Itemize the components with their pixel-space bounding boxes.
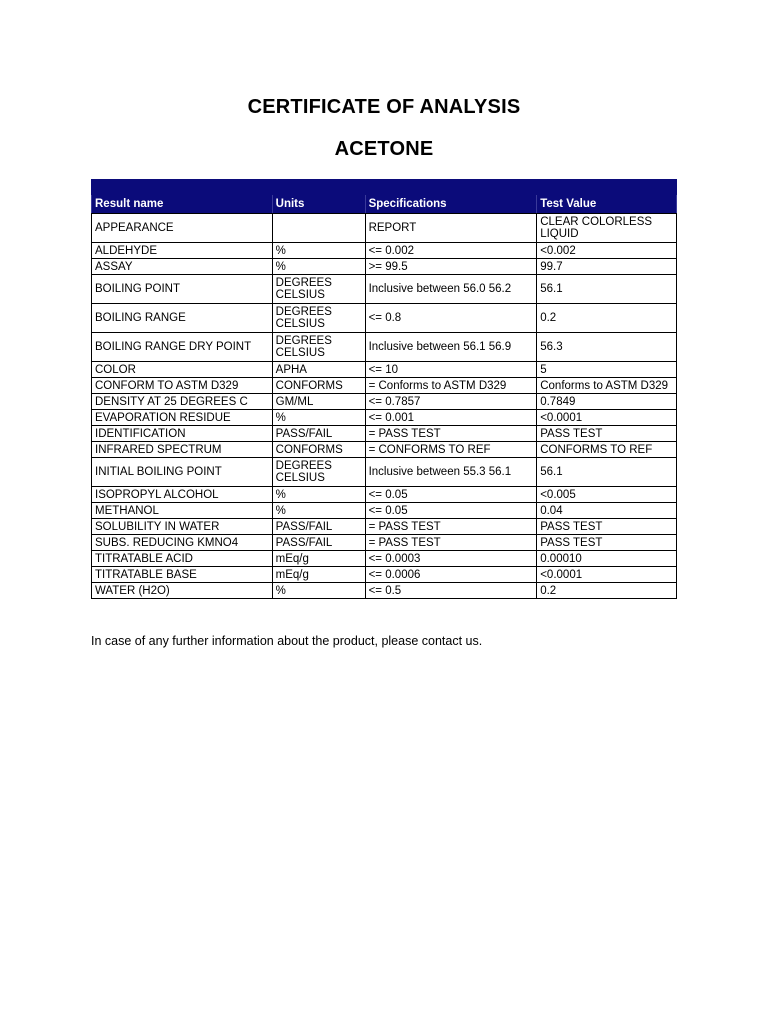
specification-cell: >= 99.5 [365,259,537,275]
result-name-cell: SUBS. REDUCING KMNO4 [92,535,273,551]
result-name-cell: INITIAL BOILING POINT [92,458,273,487]
test-value-cell: PASS TEST [537,519,677,535]
table-body [92,214,677,599]
result-name-cell: ASSAY [92,259,273,275]
units-cell: % [272,259,365,275]
specification-cell: <= 0.0003 [365,551,537,567]
table-row [92,519,677,535]
units-cell: CONFORMS [272,378,365,394]
result-name-cell: COLOR [92,362,273,378]
specification-cell: <= 0.5 [365,583,537,599]
table-row [92,487,677,503]
test-value-cell: <0.002 [537,243,677,259]
test-value-cell: PASS TEST [537,535,677,551]
test-value-cell: 99.7 [537,259,677,275]
test-value-cell: CONFORMS TO REF [537,442,677,458]
specification-cell: <= 0.001 [365,410,537,426]
result-name-cell: EVAPORATION RESIDUE [92,410,273,426]
test-value-cell: 56.1 [537,458,677,487]
table-row [92,259,677,275]
units-cell: APHA [272,362,365,378]
table-row [92,362,677,378]
test-value-cell: 5 [537,362,677,378]
units-cell: DEGREES CELSIUS [272,304,365,333]
test-value-cell: <0.0001 [537,410,677,426]
specification-cell: = PASS TEST [365,426,537,442]
result-name-cell: SOLUBILITY IN WATER [92,519,273,535]
table-row [92,551,677,567]
product-name: ACETONE [334,138,434,160]
specification-cell: <= 0.002 [365,243,537,259]
table-header-row [92,195,677,214]
result-name-cell: ALDEHYDE [92,243,273,259]
specification-cell: REPORT [365,214,537,243]
specification-cell: <= 0.8 [365,304,537,333]
units-cell: mEq/g [272,567,365,583]
table-row [92,214,677,243]
specification-cell: <= 0.0006 [365,567,537,583]
table-row [92,243,677,259]
units-cell: % [272,503,365,519]
table-row [92,275,677,304]
units-cell: % [272,583,365,599]
table-row [92,583,677,599]
contact-note: In case of any further information about the product, please contact us. [91,634,483,648]
result-name-cell: DENSITY AT 25 DEGREES C [92,394,273,410]
test-value-cell: 56.3 [537,333,677,362]
result-name-cell: BOILING RANGE [92,304,273,333]
specification-cell: Inclusive between 55.3 56.1 [365,458,537,487]
test-value-cell: CLEAR COLORLESS LIQUID [537,214,677,243]
test-value-cell: 0.00010 [537,551,677,567]
result-name-cell: APPEARANCE [92,214,273,243]
result-name-cell: TITRATABLE BASE [92,567,273,583]
table-row [92,567,677,583]
units-cell: DEGREES CELSIUS [272,275,365,304]
column-header-result-name: Result name [92,195,273,214]
table-row [92,378,677,394]
test-value-cell: Conforms to ASTM D329 [537,378,677,394]
document-title: CERTIFICATE OF ANALYSIS [247,96,521,118]
specification-cell: Inclusive between 56.1 56.9 [365,333,537,362]
table-row [92,394,677,410]
test-value-cell: 56.1 [537,275,677,304]
test-value-cell: PASS TEST [537,426,677,442]
test-value-cell: 0.2 [537,304,677,333]
units-cell: GM/ML [272,394,365,410]
table-row [92,426,677,442]
column-header-units: Units [272,195,365,214]
specification-cell: <= 0.05 [365,503,537,519]
table-row [92,410,677,426]
units-cell: % [272,487,365,503]
test-value-cell: 0.7849 [537,394,677,410]
result-name-cell: BOILING POINT [92,275,273,304]
units-cell: PASS/FAIL [272,535,365,551]
test-value-cell: 0.2 [537,583,677,599]
units-cell: % [272,243,365,259]
table-row [92,442,677,458]
units-cell: % [272,410,365,426]
column-header-test-value: Test Value [537,195,677,214]
test-value-cell: <0.005 [537,487,677,503]
units-cell: DEGREES CELSIUS [272,333,365,362]
units-cell: PASS/FAIL [272,519,365,535]
specification-cell: <= 0.05 [365,487,537,503]
result-name-cell: INFRARED SPECTRUM [92,442,273,458]
result-name-cell: IDENTIFICATION [92,426,273,442]
column-header-specifications: Specifications [365,195,537,214]
result-name-cell: BOILING RANGE DRY POINT [92,333,273,362]
result-name-cell: WATER (H2O) [92,583,273,599]
units-cell: CONFORMS [272,442,365,458]
specification-cell: = PASS TEST [365,535,537,551]
specification-cell: <= 10 [365,362,537,378]
result-name-cell: TITRATABLE ACID [92,551,273,567]
specification-cell: = PASS TEST [365,519,537,535]
units-cell: PASS/FAIL [272,426,365,442]
units-cell: DEGREES CELSIUS [272,458,365,487]
table-row [92,503,677,519]
table-row [92,458,677,487]
specification-cell: = Conforms to ASTM D329 [365,378,537,394]
table-row [92,535,677,551]
specification-cell: = CONFORMS TO REF [365,442,537,458]
table-row [92,304,677,333]
test-value-cell: 0.04 [537,503,677,519]
units-cell [272,214,365,243]
units-cell: mEq/g [272,551,365,567]
analysis-table [91,179,677,599]
header-band [92,180,677,195]
result-name-cell: ISOPROPYL ALCOHOL [92,487,273,503]
table-row [92,333,677,362]
result-name-cell: CONFORM TO ASTM D329 [92,378,273,394]
test-value-cell: <0.0001 [537,567,677,583]
specification-cell: <= 0.7857 [365,394,537,410]
specification-cell: Inclusive between 56.0 56.2 [365,275,537,304]
result-name-cell: METHANOL [92,503,273,519]
